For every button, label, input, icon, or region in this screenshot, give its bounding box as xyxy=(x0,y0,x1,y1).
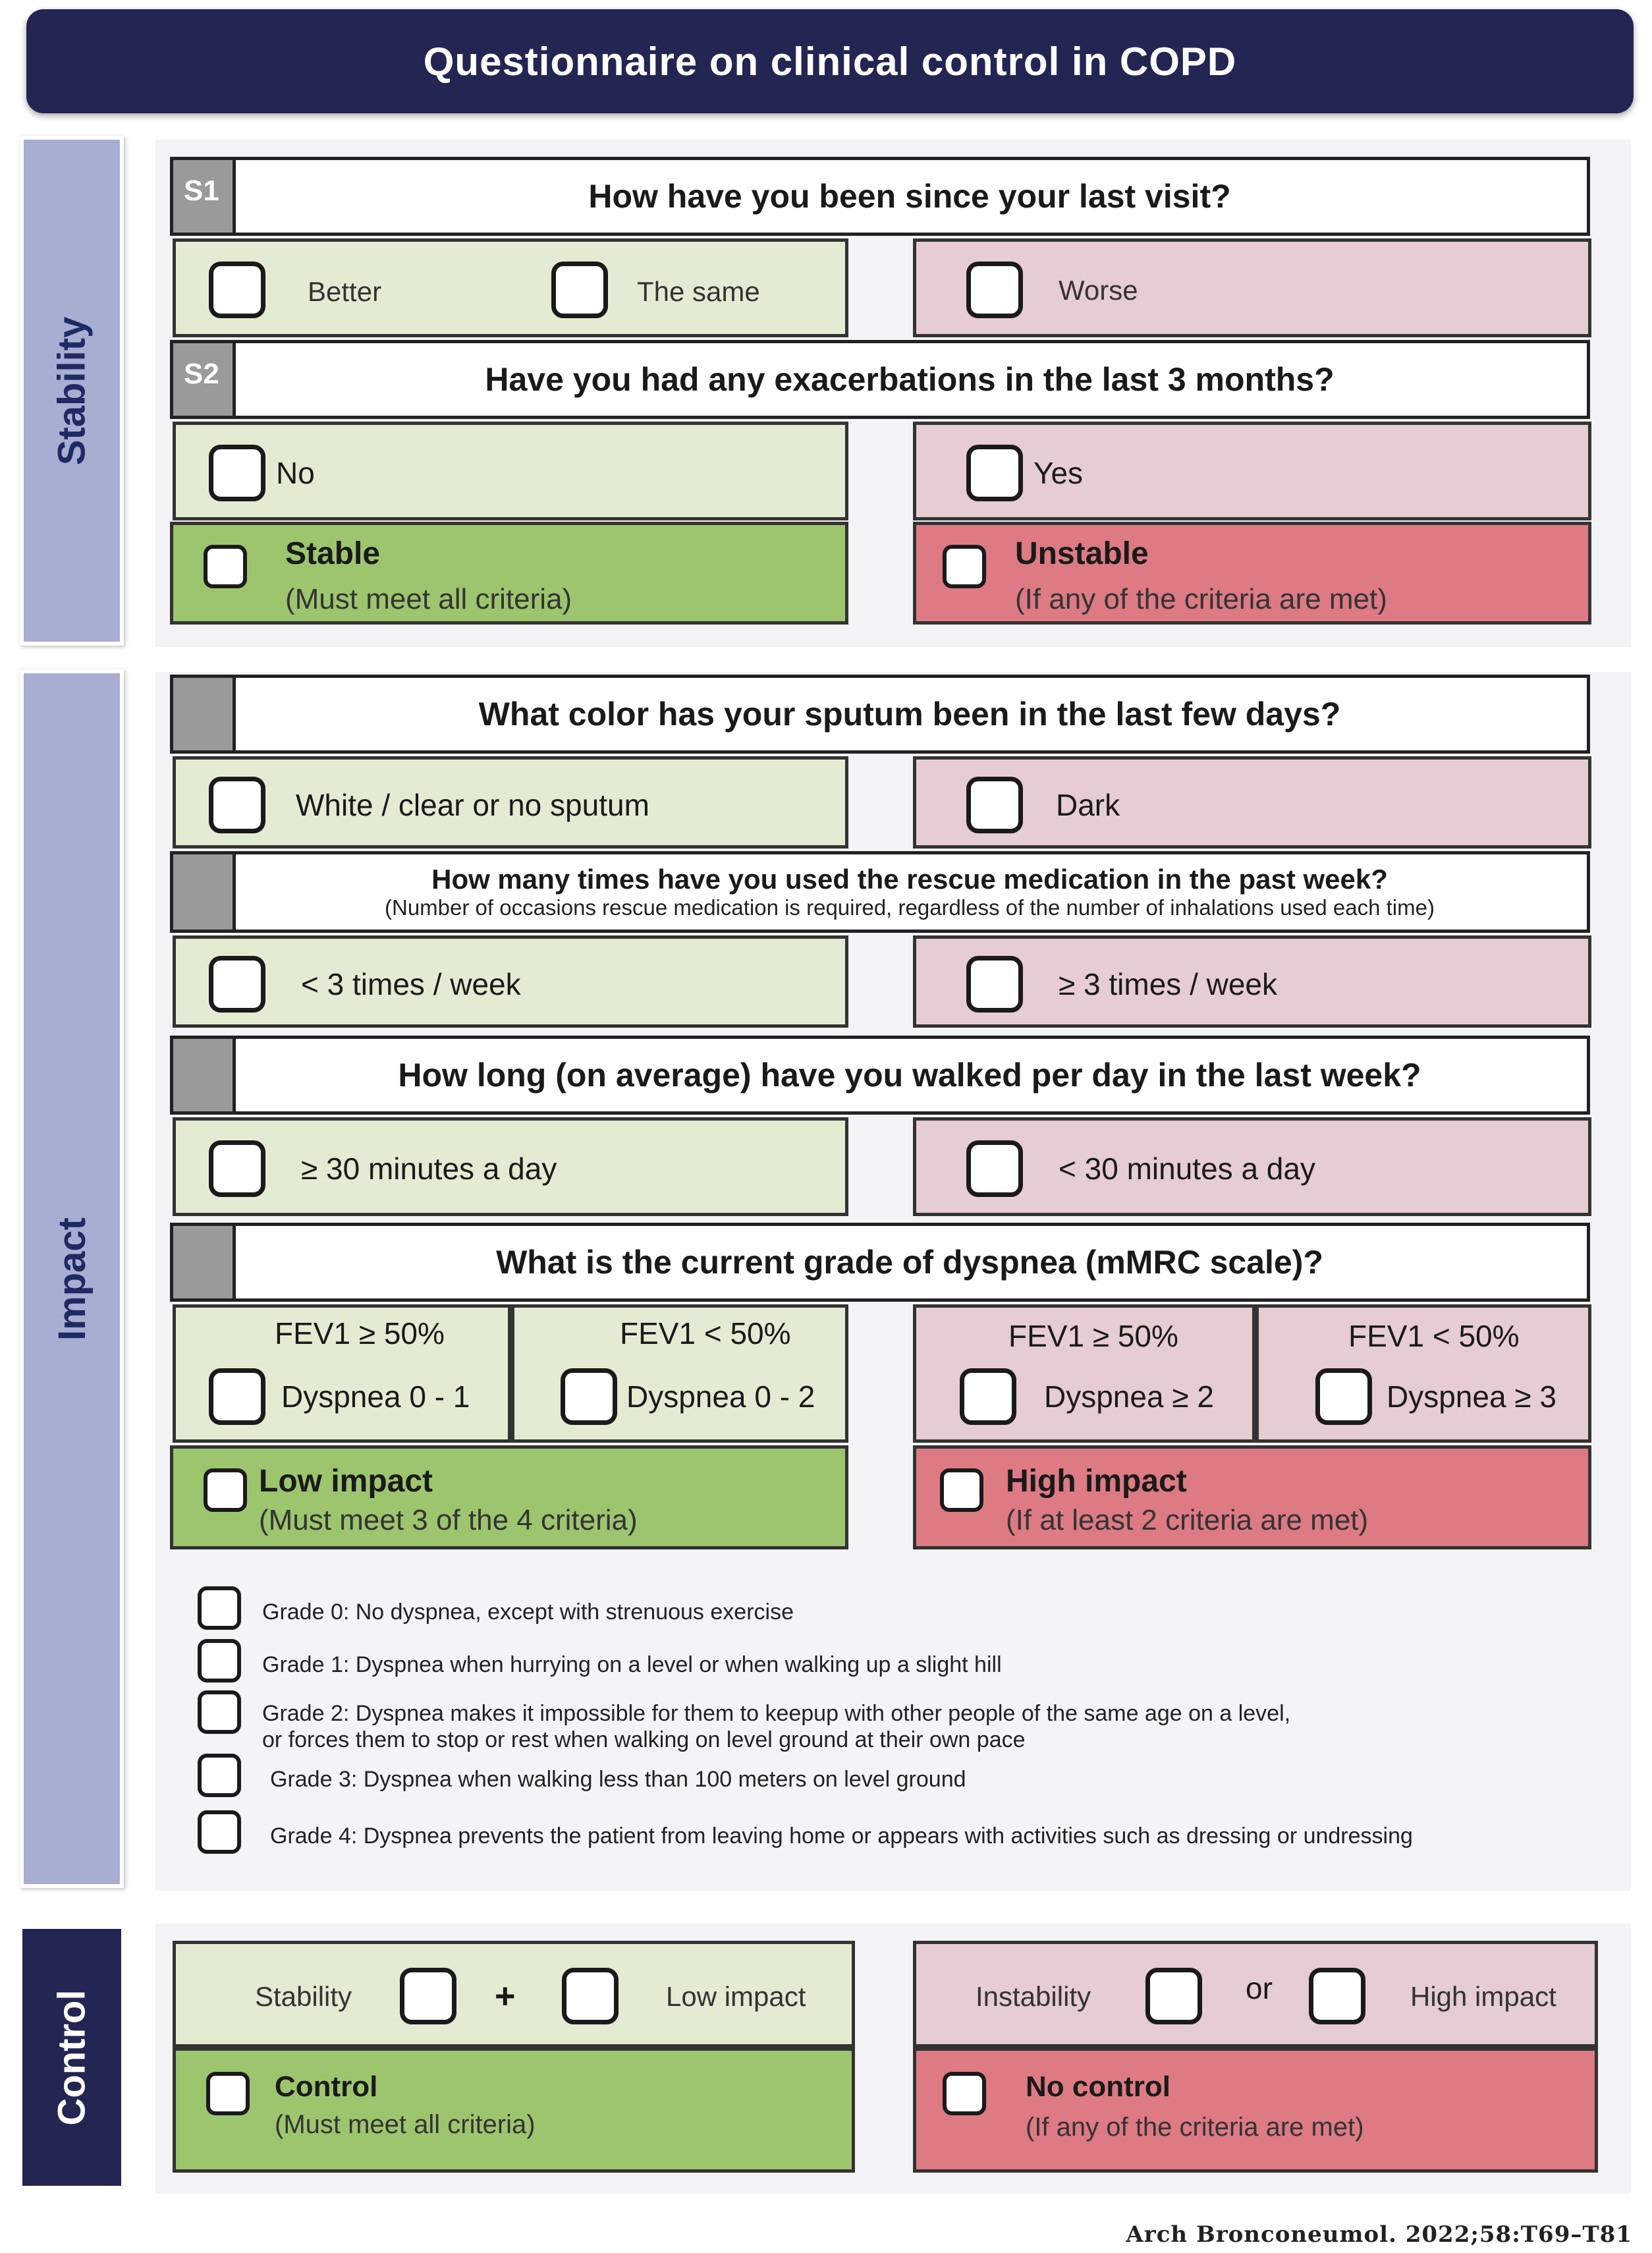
result-subtitle: (Must meet 3 of the 4 criteria) xyxy=(259,1504,638,1536)
checkbox-dyspnea-ge3[interactable] xyxy=(1315,1368,1372,1425)
answer-cell-good xyxy=(173,238,848,337)
checkbox-control-low-impact[interactable] xyxy=(562,1968,619,2024)
question-row-walking xyxy=(170,1036,1590,1115)
option-label: Dyspnea 0 - 1 xyxy=(281,1379,470,1414)
option-label: No xyxy=(276,456,315,490)
operator-plus: + xyxy=(495,1976,516,2016)
grade-item: Grade 0: No dyspnea, except with strenuous exercise xyxy=(262,1599,794,1625)
result-low-impact xyxy=(170,1445,848,1549)
result-subtitle: (Must meet all criteria) xyxy=(285,583,572,615)
grade-item-continued: or forces them to stop or rest when walking on level ground at their own pace xyxy=(262,1727,1026,1752)
checkbox-walk-high[interactable] xyxy=(209,1140,265,1197)
option-label: Dyspnea ≥ 2 xyxy=(1044,1379,1214,1414)
checkbox-grade-1[interactable] xyxy=(198,1639,241,1683)
checkbox-dyspnea-0-2[interactable] xyxy=(561,1368,617,1425)
result-title: Low impact xyxy=(259,1464,433,1499)
result-subtitle: (Must meet all criteria) xyxy=(275,2110,536,2139)
question-text: How long (on average) have you walked per day in the last week? xyxy=(398,1057,1421,1094)
criteria-label: High impact xyxy=(1410,1981,1556,2012)
question-tab xyxy=(173,1226,236,1298)
page-title: Questionnaire on clinical control in COPD xyxy=(423,39,1237,84)
answer-cell-bad xyxy=(913,935,1591,1028)
checkbox-grade-3[interactable] xyxy=(198,1754,241,1797)
question-row-s2 xyxy=(170,340,1590,419)
result-title: Unstable xyxy=(1015,536,1149,571)
answer-cell-bad xyxy=(913,238,1591,337)
criteria-label: Low impact xyxy=(666,1981,806,2012)
section-label-stability: Stability xyxy=(20,136,124,646)
checkbox-rescue-low[interactable] xyxy=(209,956,265,1013)
answer-cell-bad xyxy=(1255,1304,1591,1443)
checkbox-stable[interactable] xyxy=(204,545,247,588)
result-unstable xyxy=(913,522,1591,625)
answer-cell-good xyxy=(173,422,848,520)
question-row-sputum xyxy=(170,675,1590,754)
result-no-control xyxy=(913,2047,1598,2173)
grade-item: Grade 2: Dyspnea makes it impossible for them to keepup with other people of the same age on a level, xyxy=(262,1701,1291,1726)
answer-cell-bad xyxy=(913,1117,1591,1216)
grade-item: Grade 3: Dyspnea when walking less than 100 meters on level ground xyxy=(270,1767,966,1792)
checkbox-control-high-impact[interactable] xyxy=(1309,1968,1365,2024)
option-label: Dyspnea 0 - 2 xyxy=(626,1379,815,1414)
fev-label: FEV1 < 50% xyxy=(620,1316,791,1350)
answer-cell-good xyxy=(173,1117,848,1216)
fev-label: FEV1 ≥ 50% xyxy=(275,1316,445,1350)
question-text: What color has your sputum been in the last few days? xyxy=(478,696,1341,733)
question-tab xyxy=(173,1039,236,1111)
result-stable xyxy=(170,522,848,625)
option-label: ≥ 3 times / week xyxy=(1059,967,1278,1001)
result-high-impact xyxy=(913,1445,1591,1549)
checkbox-high-impact[interactable] xyxy=(940,1468,983,1512)
answer-cell-good xyxy=(173,756,848,848)
result-title: No control xyxy=(1026,2071,1170,2103)
section-label-control: Control xyxy=(22,1929,121,2186)
question-tab: S1 xyxy=(173,160,236,233)
checkbox-no-control[interactable] xyxy=(943,2072,986,2115)
option-label: Worse xyxy=(1059,275,1138,306)
grade-item: Grade 1: Dyspnea when hurrying on a level or when walking up a slight hill xyxy=(262,1652,1002,1677)
question-text: Have you had any exacerbations in the last 3 months? xyxy=(485,361,1335,398)
checkbox-control-instability[interactable] xyxy=(1145,1968,1202,2024)
fev-label: FEV1 ≥ 50% xyxy=(1008,1319,1178,1353)
checkbox-the-same[interactable] xyxy=(551,262,608,318)
checkbox-low-impact[interactable] xyxy=(204,1468,247,1512)
checkbox-dyspnea-0-1[interactable] xyxy=(209,1368,265,1425)
checkbox-worse[interactable] xyxy=(966,262,1023,318)
option-label: White / clear or no sputum xyxy=(296,788,649,822)
option-label: < 3 times / week xyxy=(301,967,521,1001)
question-text: How have you been since your last visit? xyxy=(588,178,1231,215)
checkbox-yes[interactable] xyxy=(966,445,1023,501)
answer-cell-good xyxy=(511,1304,848,1443)
result-control xyxy=(173,2047,855,2173)
question-tab: S2 xyxy=(173,343,236,416)
question-tab xyxy=(173,678,236,750)
checkbox-grade-2[interactable] xyxy=(198,1690,241,1734)
option-label: Dyspnea ≥ 3 xyxy=(1387,1379,1556,1414)
question-tab xyxy=(173,854,236,930)
title-banner xyxy=(26,9,1634,113)
option-label: Dark xyxy=(1056,788,1120,822)
result-title: High impact xyxy=(1006,1464,1187,1499)
result-title: Stable xyxy=(285,536,381,571)
checkbox-unstable[interactable] xyxy=(943,545,986,588)
option-label: Yes xyxy=(1033,456,1084,490)
option-label: ≥ 30 minutes a day xyxy=(301,1152,557,1186)
result-subtitle: (If any of the criteria are met) xyxy=(1026,2113,1364,2142)
result-title: Control xyxy=(275,2071,378,2103)
checkbox-dark-sputum[interactable] xyxy=(966,777,1023,833)
option-label: The same xyxy=(637,276,760,307)
control-criteria-good xyxy=(173,1941,855,2047)
answer-cell-bad xyxy=(913,1304,1255,1443)
section-label-impact: Impact xyxy=(20,669,124,1888)
criteria-label: Instability xyxy=(976,1981,1091,2012)
criteria-label: Stability xyxy=(255,1981,352,2012)
question-row-rescue xyxy=(170,851,1590,933)
checkbox-walk-low[interactable] xyxy=(966,1140,1023,1197)
question-row-dyspnea xyxy=(170,1223,1590,1302)
control-criteria-bad xyxy=(913,1941,1598,2047)
question-row-s1 xyxy=(170,157,1590,236)
answer-cell-bad xyxy=(913,756,1591,848)
checkbox-grade-0[interactable] xyxy=(198,1586,241,1630)
result-subtitle: (If any of the criteria are met) xyxy=(1015,583,1387,615)
checkbox-grade-4[interactable] xyxy=(198,1810,241,1854)
checkbox-rescue-high[interactable] xyxy=(966,956,1023,1013)
grade-item: Grade 4: Dyspnea prevents the patient from leaving home or appears with activities such as dressing or undressing xyxy=(270,1823,1413,1849)
checkbox-no[interactable] xyxy=(209,445,265,501)
checkbox-dyspnea-ge2[interactable] xyxy=(960,1368,1016,1425)
answer-cell-good xyxy=(173,935,848,1028)
checkbox-white-sputum[interactable] xyxy=(209,777,265,833)
question-subtext: (Number of occasions rescue medication is required, regardless of the number of inhalations used each time) xyxy=(385,895,1435,920)
option-label: Better xyxy=(308,276,382,307)
operator-or: or xyxy=(1246,1971,1273,2005)
checkbox-better[interactable] xyxy=(209,262,265,318)
result-subtitle: (If at least 2 criteria are met) xyxy=(1006,1504,1369,1536)
question-text: How many times have you used the rescue medication in the past week? xyxy=(431,864,1388,895)
checkbox-control[interactable] xyxy=(206,2072,250,2115)
citation: Arch Bronconeumol. 2022;58:T69–T81 xyxy=(1126,2221,1632,2248)
answer-cell-good xyxy=(173,1304,511,1443)
option-label: < 30 minutes a day xyxy=(1059,1152,1315,1186)
answer-cell-bad xyxy=(913,422,1591,520)
checkbox-control-stability[interactable] xyxy=(400,1968,456,2024)
question-text: What is the current grade of dyspnea (mMRC scale)? xyxy=(496,1244,1323,1281)
fev-label: FEV1 < 50% xyxy=(1348,1319,1520,1353)
